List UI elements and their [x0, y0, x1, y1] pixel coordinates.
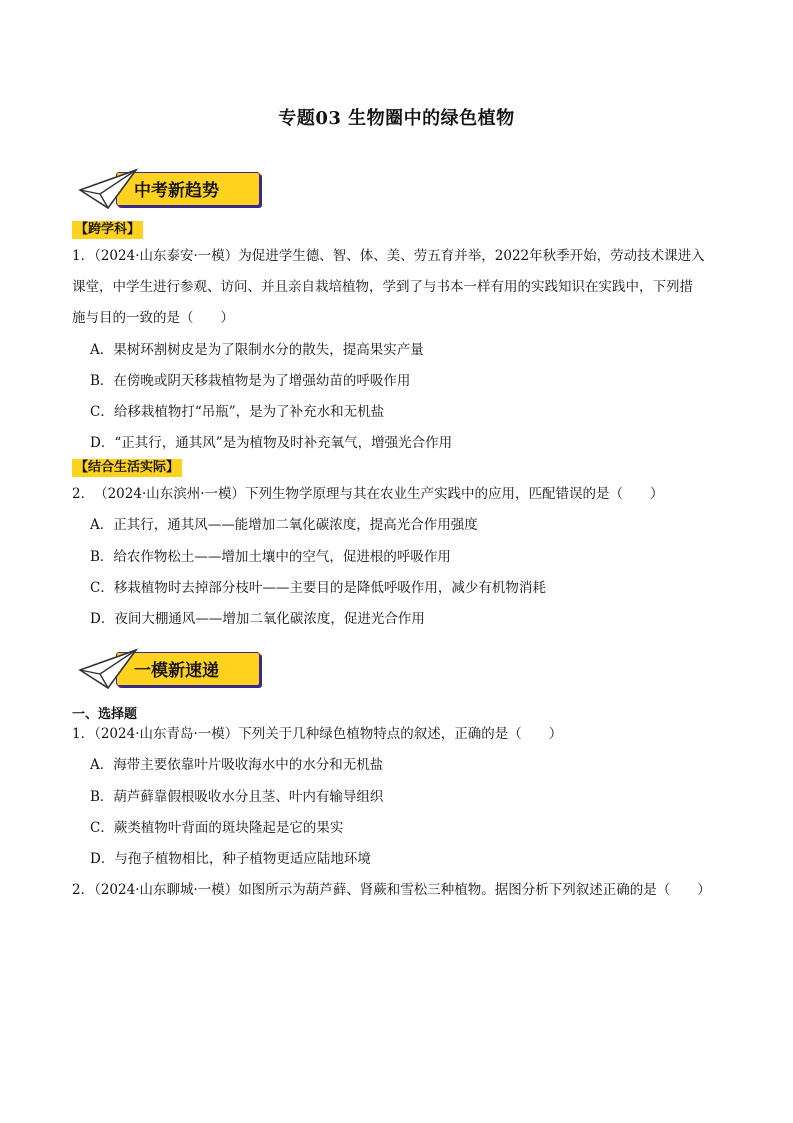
category-tag: 【结合生活实际】 [72, 459, 182, 477]
question-text: 1．（2024·山东泰安·一模）为促进学生德、智、体、美、劳五育并举，2022年秋季开始，劳动技术课进入 [72, 248, 705, 264]
answer-option: A．正其行，通其风——能增加二氧化碳浓度，提高光合作用强度 [90, 517, 478, 533]
subsection-heading: 一、选择题 [72, 707, 138, 722]
question-text: 2． （2024·山东滨州·一模）下列生物学原理与其在农业生产实践中的应用，匹配错误的是（ ） [72, 486, 664, 502]
answer-option: D．与孢子植物相比，种子植物更适应陆地环境 [90, 851, 371, 867]
answer-option: B．在傍晚或阴天移栽植物是为了增强幼苗的呼吸作用 [90, 373, 411, 389]
question-text: 课堂，中学生进行参观、访问、并且亲自栽培植物，学到了与书本一样有用的实践知识在实践中，下列措 [72, 279, 693, 295]
answer-option: A．果树环割树皮是为了限制水分的散失，提高果实产量 [90, 342, 424, 358]
answer-option: D．夜间大棚通风——增加二氧化碳浓度，促进光合作用 [90, 611, 425, 627]
question-text: 施与目的一致的是（ ） [72, 310, 234, 326]
section-banner-mock-exam [78, 648, 268, 690]
answer-option: B．给农作物松土——增加土壤中的空气，促进根的呼吸作用 [90, 549, 451, 565]
question-text: 2．（2024·山东聊城·一模）如图所示为葫芦藓、肾蕨和雪松三种植物。据图分析下列叙述正确的是（ ） [72, 882, 711, 898]
answer-option: A．海带主要依靠叶片吸收海水中的水分和无机盐 [90, 757, 384, 773]
answer-option: C．移栽植物时去掉部分枝叶——主要目的是降低呼吸作用，减少有机物消耗 [90, 580, 546, 596]
answer-option: C．给移栽植物打“吊瓶”，是为了补充水和无机盐 [90, 404, 385, 420]
section-banner-trends [78, 168, 268, 210]
section-title: 一模新速递 [134, 661, 219, 681]
answer-option: C．蕨类植物叶背面的斑块隆起是它的果实 [90, 820, 344, 836]
question-text: 1．（2024·山东青岛·一模）下列关于几种绿色植物特点的叙述，正确的是（ ） [72, 726, 563, 742]
category-tag: 【跨学科】 [72, 221, 143, 239]
section-title: 中考新趋势 [134, 181, 219, 201]
answer-option: B．葫芦藓靠假根吸收水分且茎、叶内有输导组织 [90, 789, 384, 805]
answer-option: D．“正其行，通其风”是为植物及时补充氧气，增强光合作用 [90, 435, 453, 451]
page-title: 专题03 生物圈中的绿色植物 [278, 108, 515, 129]
